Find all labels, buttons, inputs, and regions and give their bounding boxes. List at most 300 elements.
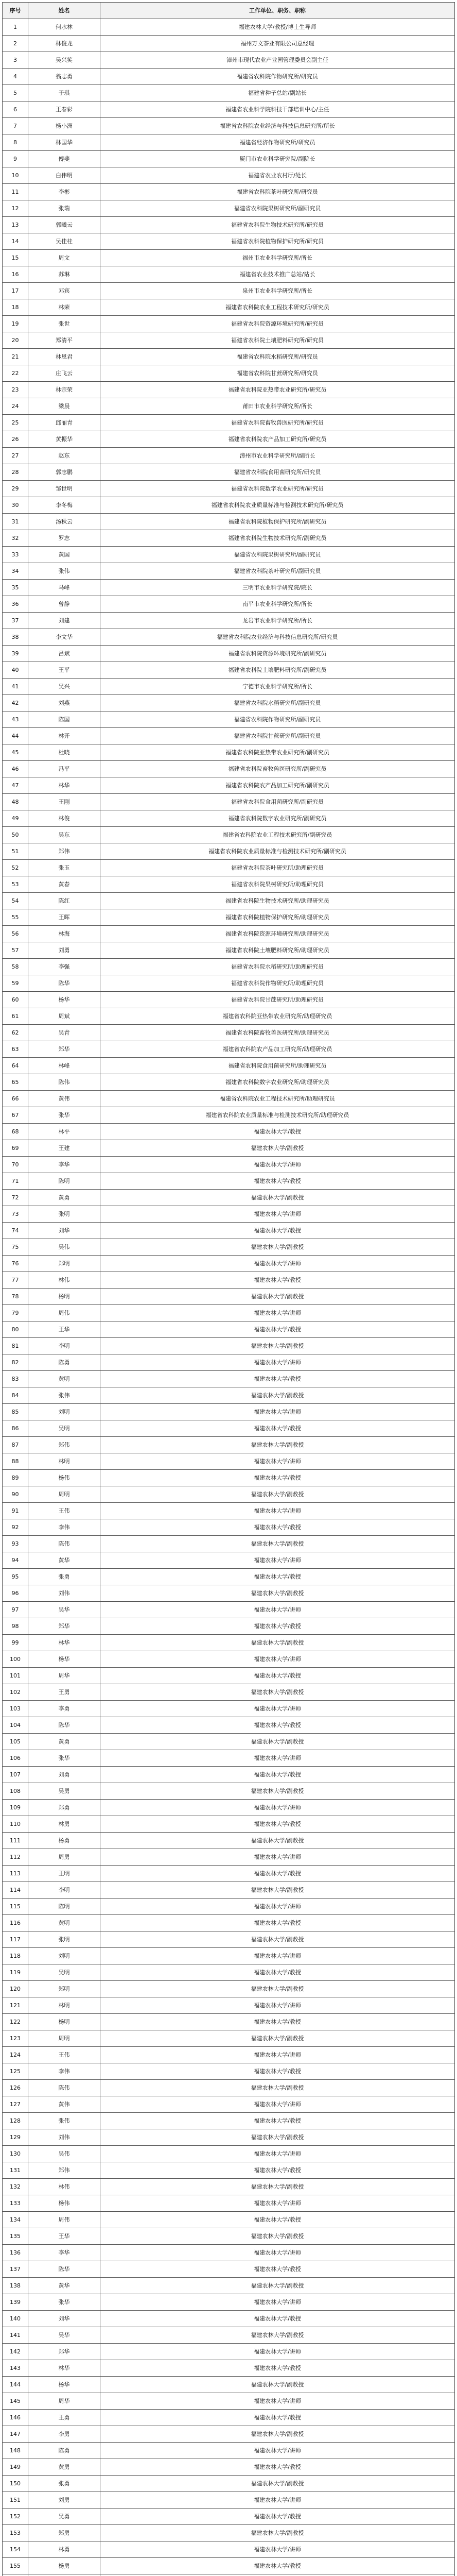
row-number: 40 xyxy=(3,662,28,679)
row-number: 33 xyxy=(3,547,28,563)
column-header-no: 序号 xyxy=(3,3,28,19)
table-row xyxy=(3,217,455,233)
row-number: 126 xyxy=(3,2080,28,2096)
work-unit: 福建农林大学/副教授 xyxy=(100,1585,455,1602)
work-unit: 福建农林大学/讲师 xyxy=(100,2245,455,2261)
person-name: 李彬 xyxy=(28,184,100,200)
person-name: 林平 xyxy=(28,1124,100,1140)
person-name: 刘建 xyxy=(28,613,100,629)
table-row xyxy=(3,2393,455,2410)
table-row xyxy=(3,2558,455,2574)
table-row xyxy=(3,36,455,52)
person-name: 林国华 xyxy=(28,134,100,151)
person-name: 杨勇 xyxy=(28,2558,100,2574)
table-row xyxy=(3,2426,455,2443)
row-number: 152 xyxy=(3,2509,28,2525)
person-name: 杨华 xyxy=(28,992,100,1008)
work-unit: 福建省农科院土壤肥料研究所/副研究员 xyxy=(100,662,455,679)
work-unit: 福建省农科院亚热带农业研究所/助理研究员 xyxy=(100,1008,455,1025)
table-row xyxy=(3,1107,455,1124)
work-unit: 福建农林大学/讲师 xyxy=(100,2195,455,2212)
row-number: 11 xyxy=(3,184,28,200)
row-number: 80 xyxy=(3,1321,28,1338)
table-row xyxy=(3,1173,455,1190)
table-row xyxy=(3,2228,455,2245)
work-unit: 福建农林大学/副教授 xyxy=(100,2426,455,2443)
row-number: 101 xyxy=(3,1668,28,1684)
table-row xyxy=(3,1025,455,1041)
row-number: 18 xyxy=(3,299,28,316)
person-name: 吴明 xyxy=(28,1964,100,1981)
row-number: 115 xyxy=(3,1899,28,1915)
work-unit: 福建省农科院植物保护研究所/助理研究员 xyxy=(100,909,455,926)
work-unit: 福建省经济作物研究所/研究员 xyxy=(100,134,455,151)
table-row xyxy=(3,1668,455,1684)
table-row xyxy=(3,1289,455,1305)
work-unit: 福建农林大学/教授 xyxy=(100,2311,455,2327)
person-name: 郭志鹏 xyxy=(28,464,100,481)
person-name: 林恩君 xyxy=(28,349,100,365)
person-name: 黄勇 xyxy=(28,2459,100,2476)
work-unit: 福建农林大学/副教授 xyxy=(100,1882,455,1899)
row-number: 107 xyxy=(3,1767,28,1783)
person-name: 张华 xyxy=(28,1107,100,1124)
person-name: 郑华 xyxy=(28,1618,100,1635)
person-name: 罗志 xyxy=(28,530,100,547)
table-row xyxy=(3,1948,455,1964)
row-number: 145 xyxy=(3,2393,28,2410)
person-name: 杨华 xyxy=(28,1651,100,1668)
row-number: 57 xyxy=(3,942,28,959)
table-row xyxy=(3,1767,455,1783)
work-unit: 福建农林大学/副教授 xyxy=(100,1486,455,1503)
row-number: 100 xyxy=(3,1651,28,1668)
person-name: 陈国 xyxy=(28,711,100,728)
table-row xyxy=(3,299,455,316)
row-number: 36 xyxy=(3,596,28,613)
table-row xyxy=(3,1256,455,1272)
row-number: 125 xyxy=(3,2063,28,2080)
row-number: 34 xyxy=(3,563,28,580)
row-number: 104 xyxy=(3,1717,28,1734)
table-row xyxy=(3,2311,455,2327)
table-row xyxy=(3,1717,455,1734)
work-unit: 泉州市农业科学研究所/所长 xyxy=(100,283,455,299)
work-unit: 福建省农科院农业工程技术研究所/研究员 xyxy=(100,299,455,316)
work-unit: 福建农林大学/副教授 xyxy=(100,2476,455,2492)
table-row xyxy=(3,646,455,662)
work-unit: 福建农林大学/教授 xyxy=(100,1964,455,1981)
table-row xyxy=(3,563,455,580)
work-unit: 福建省农科院茶叶研究所/助理研究员 xyxy=(100,860,455,876)
person-name: 李明 xyxy=(28,1882,100,1899)
person-name: 杨小洲 xyxy=(28,118,100,134)
row-number: 6 xyxy=(3,101,28,118)
table-row xyxy=(3,1239,455,1256)
row-number: 51 xyxy=(3,843,28,860)
table-row xyxy=(3,2030,455,2047)
person-name: 王建 xyxy=(28,1140,100,1157)
work-unit: 福建农林大学/教授/博士生导师 xyxy=(100,19,455,36)
person-name: 林海 xyxy=(28,926,100,942)
work-unit: 福建农林大学/讲师 xyxy=(100,1997,455,2014)
work-unit: 福建农林大学/教授 xyxy=(100,1767,455,1783)
person-name: 陈华 xyxy=(28,2261,100,2278)
work-unit: 福建农林大学/副教授 xyxy=(100,2129,455,2146)
person-name: 林俊龙 xyxy=(28,36,100,52)
row-number: 82 xyxy=(3,1354,28,1371)
work-unit: 福建省农科院农业工程技术研究所/副研究员 xyxy=(100,827,455,843)
row-number: 65 xyxy=(3,1074,28,1091)
person-name: 王平 xyxy=(28,662,100,679)
person-name: 林明 xyxy=(28,1997,100,2014)
table-row xyxy=(3,2129,455,2146)
work-unit: 福建农林大学/教授 xyxy=(100,1321,455,1338)
work-unit: 福建农林大学/讲师 xyxy=(100,1602,455,1618)
table-row xyxy=(3,711,455,728)
person-name: 黄勇 xyxy=(28,1190,100,1206)
row-number: 128 xyxy=(3,2113,28,2129)
person-name: 王伟 xyxy=(28,1503,100,1519)
person-name: 陈华 xyxy=(28,1717,100,1734)
work-unit: 福建农林大学/教授 xyxy=(100,2113,455,2129)
person-name: 郑勇 xyxy=(28,2525,100,2541)
row-number: 95 xyxy=(3,1569,28,1585)
person-name: 林华 xyxy=(28,2360,100,2377)
person-name: 林勇 xyxy=(28,2541,100,2558)
person-name: 陈勇 xyxy=(28,2443,100,2459)
row-number: 119 xyxy=(3,1964,28,1981)
row-number: 64 xyxy=(3,1058,28,1074)
row-number: 103 xyxy=(3,1701,28,1717)
table-row xyxy=(3,2410,455,2426)
person-name: 刘勇 xyxy=(28,2492,100,2509)
work-unit: 福建省农科院农业质量标准与检测技术研究所/研究员 xyxy=(100,497,455,514)
person-name: 王华 xyxy=(28,1321,100,1338)
table-row xyxy=(3,167,455,184)
table-row xyxy=(3,2113,455,2129)
table-row xyxy=(3,233,455,250)
table-row xyxy=(3,365,455,382)
table-row xyxy=(3,1734,455,1750)
work-unit: 福建农林大学/副教授 xyxy=(100,1338,455,1354)
work-unit: 福建农林大学/教授 xyxy=(100,1915,455,1931)
person-name: 于琪 xyxy=(28,85,100,101)
work-unit: 福建农林大学/教授 xyxy=(100,1816,455,1833)
person-name: 吴华 xyxy=(28,2327,100,2344)
person-name: 吴伟 xyxy=(28,1239,100,1256)
work-unit: 福建农林大学/讲师 xyxy=(100,1453,455,1470)
table-row xyxy=(3,2377,455,2393)
person-name: 王勇 xyxy=(28,2410,100,2426)
person-name: 黄振华 xyxy=(28,431,100,448)
row-number: 63 xyxy=(3,1041,28,1058)
table-row xyxy=(3,200,455,217)
row-number: 58 xyxy=(3,959,28,975)
person-name: 陈明 xyxy=(28,1173,100,1190)
work-unit: 福建省农科院畜牧兽医研究所/研究员 xyxy=(100,415,455,431)
person-name: 王刚 xyxy=(28,794,100,810)
table-row xyxy=(3,1486,455,1503)
work-unit: 福建省农科院畜牧兽医研究所/助理研究员 xyxy=(100,1025,455,1041)
table-row xyxy=(3,909,455,926)
table-row xyxy=(3,1552,455,1569)
work-unit: 福建农林大学/教授 xyxy=(100,2261,455,2278)
person-name: 邹世明 xyxy=(28,481,100,497)
person-name: 郭曦云 xyxy=(28,217,100,233)
table-row xyxy=(3,266,455,283)
work-unit: 福建农林大学/讲师 xyxy=(100,1305,455,1321)
work-unit: 福建省农科院植物保护研究所/研究员 xyxy=(100,233,455,250)
row-number: 137 xyxy=(3,2261,28,2278)
person-name: 张伟 xyxy=(28,563,100,580)
row-number: 28 xyxy=(3,464,28,481)
row-number: 149 xyxy=(3,2459,28,2476)
table-row xyxy=(3,19,455,36)
table-row xyxy=(3,1783,455,1800)
work-unit: 福建农林大学/副教授 xyxy=(100,1734,455,1750)
row-number: 117 xyxy=(3,1931,28,1948)
person-name: 吴兴笑 xyxy=(28,52,100,69)
row-number: 93 xyxy=(3,1536,28,1552)
row-number: 131 xyxy=(3,2162,28,2179)
table-row xyxy=(3,2063,455,2080)
work-unit: 福建省农科院农业经济与科技信息研究所/所长 xyxy=(100,118,455,134)
person-name: 周华 xyxy=(28,2393,100,2410)
table-row xyxy=(3,695,455,711)
person-name: 杨勇 xyxy=(28,1833,100,1849)
person-name: 周明 xyxy=(28,2030,100,2047)
person-name: 吴伟 xyxy=(28,2146,100,2162)
row-number: 147 xyxy=(3,2426,28,2443)
work-unit: 福建省农科院果树研究所/助理研究员 xyxy=(100,876,455,893)
table-row xyxy=(3,1833,455,1849)
table-row xyxy=(3,349,455,365)
table-row xyxy=(3,1684,455,1701)
person-name: 张瑞 xyxy=(28,200,100,217)
person-name: 陈勇 xyxy=(28,1354,100,1371)
work-unit: 福建农林大学/教授 xyxy=(100,2063,455,2080)
table-row xyxy=(3,2096,455,2113)
row-number: 15 xyxy=(3,250,28,266)
person-name: 黄伟 xyxy=(28,2096,100,2113)
table-row xyxy=(3,52,455,69)
person-name: 邱丽青 xyxy=(28,415,100,431)
person-name: 王晖 xyxy=(28,909,100,926)
person-name: 杨明 xyxy=(28,2014,100,2030)
row-number: 133 xyxy=(3,2195,28,2212)
table-row xyxy=(3,1124,455,1140)
work-unit: 福建省农科院土壤肥料研究所/助理研究员 xyxy=(100,942,455,959)
table-row xyxy=(3,2080,455,2096)
row-number: 55 xyxy=(3,909,28,926)
work-unit: 福建农林大学/教授 xyxy=(100,1717,455,1734)
table-row xyxy=(3,250,455,266)
work-unit: 福建农林大学/副教授 xyxy=(100,1140,455,1157)
person-name: 黄伟 xyxy=(28,1091,100,1107)
row-number: 48 xyxy=(3,794,28,810)
person-name: 李伟 xyxy=(28,2063,100,2080)
row-number: 10 xyxy=(3,167,28,184)
row-number: 112 xyxy=(3,1849,28,1866)
row-number: 138 xyxy=(3,2278,28,2294)
row-number: 127 xyxy=(3,2096,28,2113)
table-row xyxy=(3,332,455,349)
column-header-name: 姓名 xyxy=(28,3,100,19)
row-number: 19 xyxy=(3,316,28,332)
person-name: 吴明 xyxy=(28,1420,100,1437)
row-number: 141 xyxy=(3,2327,28,2344)
work-unit: 福建农林大学/教授 xyxy=(100,1371,455,1387)
person-name: 王华 xyxy=(28,2228,100,2245)
person-name: 赵东 xyxy=(28,448,100,464)
table-row xyxy=(3,1602,455,1618)
work-unit: 福建省农科院生物技术研究所/助理研究员 xyxy=(100,893,455,909)
row-number: 146 xyxy=(3,2410,28,2426)
work-unit: 福建农林大学/教授 xyxy=(100,1519,455,1536)
table-row xyxy=(3,2574,455,2576)
row-number: 62 xyxy=(3,1025,28,1041)
row-number: 5 xyxy=(3,85,28,101)
row-number: 102 xyxy=(3,1684,28,1701)
work-unit: 福建农林大学/讲师 xyxy=(100,2492,455,2509)
work-unit: 福建农林大学/讲师 xyxy=(100,1256,455,1272)
row-number: 114 xyxy=(3,1882,28,1899)
person-name: 黄国 xyxy=(28,547,100,563)
person-name: 李冬梅 xyxy=(28,497,100,514)
person-name: 林宗荣 xyxy=(28,382,100,398)
row-number: 91 xyxy=(3,1503,28,1519)
roster-table xyxy=(2,2,455,2576)
row-number: 12 xyxy=(3,200,28,217)
table-row xyxy=(3,2541,455,2558)
row-number: 20 xyxy=(3,332,28,349)
person-name: 王伟 xyxy=(28,2047,100,2063)
work-unit: 福建农林大学/副教授 xyxy=(100,2278,455,2294)
work-unit: 福建农林大学/副教授 xyxy=(100,2080,455,2096)
table-row xyxy=(3,481,455,497)
work-unit: 福建农林大学/教授 xyxy=(100,1173,455,1190)
table-row xyxy=(3,382,455,398)
person-name: 刘华 xyxy=(28,1223,100,1239)
work-unit: 福建农林大学/讲师 xyxy=(100,2096,455,2113)
person-name: 黄明 xyxy=(28,1915,100,1931)
work-unit: 福建农林大学/教授 xyxy=(100,2162,455,2179)
table-row xyxy=(3,1701,455,1717)
work-unit: 福建农林大学/讲师 xyxy=(100,1157,455,1173)
person-name: 张明 xyxy=(28,1206,100,1223)
table-row xyxy=(3,662,455,679)
row-number: 109 xyxy=(3,1800,28,1816)
row-number: 60 xyxy=(3,992,28,1008)
work-unit: 福建省农科院土壤肥料研究所/研究员 xyxy=(100,332,455,349)
row-number: 38 xyxy=(3,629,28,646)
work-unit: 福建农林大学/教授 xyxy=(100,1223,455,1239)
work-unit: 福建农林大学/教授 xyxy=(100,2410,455,2426)
person-name: 陈明 xyxy=(28,1899,100,1915)
work-unit: 福建省农业科学院科技干部培训中心/主任 xyxy=(100,101,455,118)
table-row xyxy=(3,1816,455,1833)
table-row xyxy=(3,580,455,596)
table-row xyxy=(3,1849,455,1866)
row-number: 88 xyxy=(3,1453,28,1470)
person-name: 吴青 xyxy=(28,1025,100,1041)
person-name: 冯平 xyxy=(28,761,100,777)
work-unit: 福建省农科院农产品加工研究所/副研究员 xyxy=(100,777,455,794)
table-row xyxy=(3,2047,455,2063)
table-row xyxy=(3,1800,455,1816)
work-unit: 福建农林大学/教授 xyxy=(100,2509,455,2525)
work-unit: 福建农林大学/副教授 xyxy=(100,2525,455,2541)
table-row xyxy=(3,2195,455,2212)
row-number: 9 xyxy=(3,151,28,167)
table-row xyxy=(3,1140,455,1157)
person-name: 傅斐 xyxy=(28,151,100,167)
work-unit: 福建农林大学/副教授 xyxy=(100,2377,455,2393)
table-row xyxy=(3,316,455,332)
person-name: 周伟 xyxy=(28,1305,100,1321)
row-number xyxy=(3,2574,28,2576)
row-number: 94 xyxy=(3,1552,28,1569)
person-name: 郑伟 xyxy=(28,843,100,860)
table-row xyxy=(3,283,455,299)
work-unit: 福建农林大学/讲师 xyxy=(100,1701,455,1717)
person-name: 林俊 xyxy=(28,810,100,827)
row-number: 50 xyxy=(3,827,28,843)
table-row xyxy=(3,1354,455,1371)
row-number: 142 xyxy=(3,2344,28,2360)
table-row xyxy=(3,1635,455,1651)
table-row xyxy=(3,1074,455,1091)
row-number: 143 xyxy=(3,2360,28,2377)
row-number: 16 xyxy=(3,266,28,283)
table-row xyxy=(3,1882,455,1899)
table-row xyxy=(3,1437,455,1453)
table-row xyxy=(3,134,455,151)
work-unit: 福建农林大学/副教授 xyxy=(100,1289,455,1305)
table-row xyxy=(3,810,455,827)
person-name: 杨伟 xyxy=(28,2195,100,2212)
table-row xyxy=(3,69,455,85)
person-name: 李伟 xyxy=(28,1519,100,1536)
table-row xyxy=(3,744,455,761)
work-unit: 福建农林大学/副教授 xyxy=(100,1190,455,1206)
person-name: 陈伟 xyxy=(28,1536,100,1552)
table-row xyxy=(3,2146,455,2162)
row-number: 120 xyxy=(3,1981,28,1997)
work-unit: 福建农林大学/教授 xyxy=(100,2014,455,2030)
table-row xyxy=(3,1453,455,1470)
table-row xyxy=(3,794,455,810)
row-number: 130 xyxy=(3,2146,28,2162)
person-name: 张华 xyxy=(28,1750,100,1767)
work-unit: 福建农林大学/教授 xyxy=(100,1470,455,1486)
row-number: 111 xyxy=(3,1833,28,1849)
table-row xyxy=(3,1964,455,1981)
work-unit: 福建省农科院甘蔗研究所/助理研究员 xyxy=(100,992,455,1008)
table-row xyxy=(3,2476,455,2492)
table-row xyxy=(3,1420,455,1437)
person-name: 马峰 xyxy=(28,580,100,596)
row-number: 77 xyxy=(3,1272,28,1289)
row-number: 21 xyxy=(3,349,28,365)
person-name: 翁志勇 xyxy=(28,69,100,85)
table-row xyxy=(3,876,455,893)
person-name: 周勇 xyxy=(28,1849,100,1866)
row-number: 67 xyxy=(3,1107,28,1124)
person-name: 林峰 xyxy=(28,1058,100,1074)
person-name: 张伟 xyxy=(28,2113,100,2129)
